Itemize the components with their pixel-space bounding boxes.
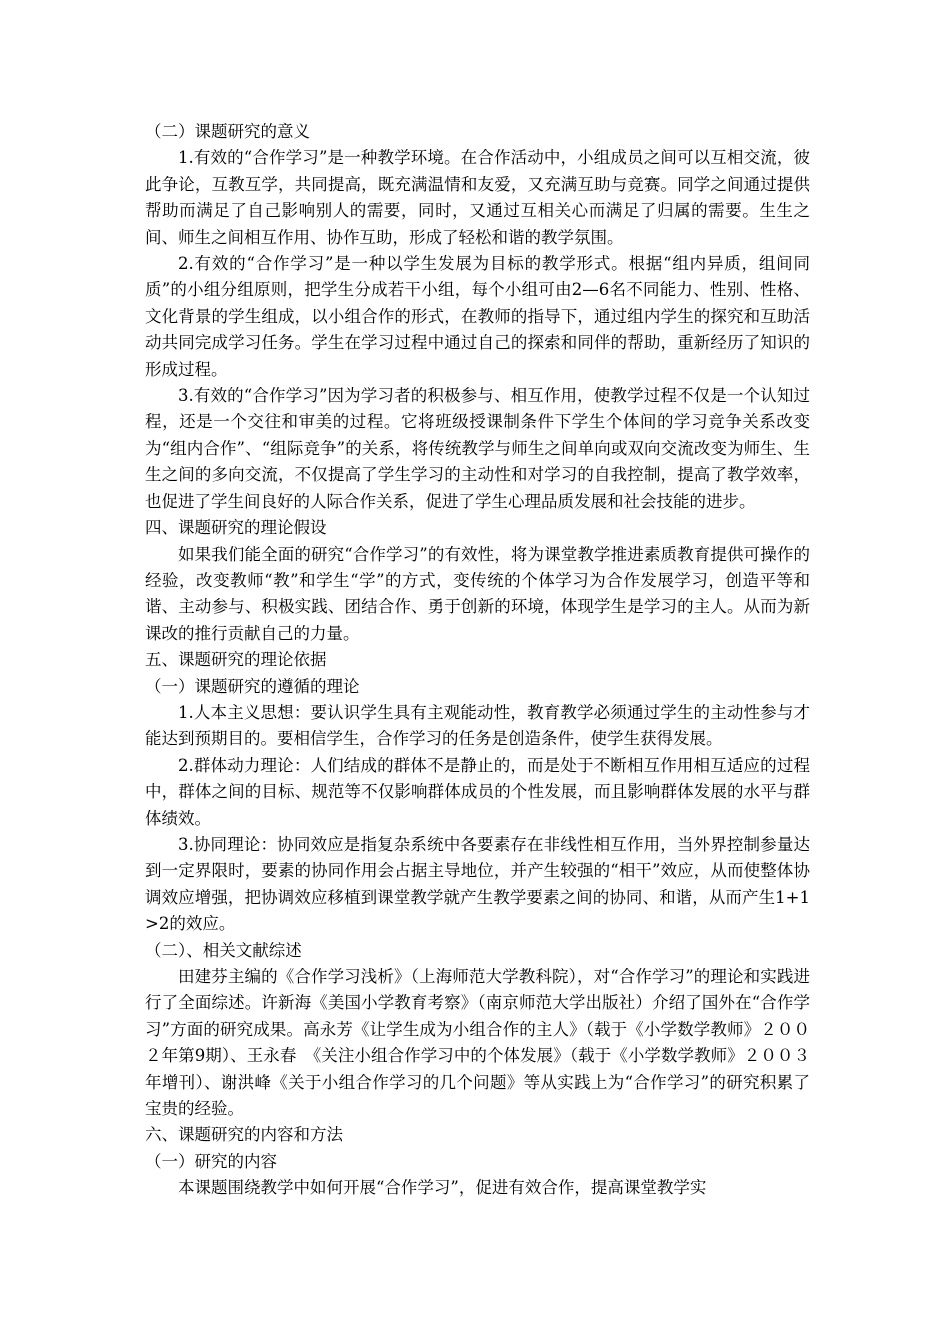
subsection-heading-research-content: （一）研究的内容 — [145, 1151, 277, 1171]
section-heading-significance: （二）课题研究的意义 — [145, 122, 310, 141]
paragraph-literature-review: 田建芬主编的《合作学习浅析》（上海师范大学教科院），对“合作学习”的理论和实践进行了全面综述。许新海《美国小学教育考察》（南京师范大学出版社）介绍了国外在“合作学习”方面的研究成果。高永芳《让学生成为小组合作的主人》（载于《小学数学教师》２００２年第9期）、王永春 《关注小组合作学习中的个体发展》（载于《小学数学教师》２００３年增刊）、谢洪峰《关于小组合作学习的几个问题》等从实践上为“合作学习”的研究积累了宝贵的经验。 — [145, 967, 810, 1119]
paragraph-theory-humanism: 1.人本主义思想：要认识学生具有主观能动性，教育教学必须通过学生的主动性参与才能达到预期目的。要相信学生，合作学习的任务是创造条件，使学生获得发展。 — [145, 702, 810, 749]
paragraph-research-content: 本课题围绕教学中如何开展“合作学习”，促进有效合作，提高课堂教学实 — [178, 1178, 707, 1198]
paragraph-significance-1: 1.有效的“合作学习”是一种教学环境。在合作活动中，小组成员之间可以互相交流，彼此争论，互教互学，共同提高，既充满温情和友爱，又充满互助与竞赛。同学之间通过提供帮助而满足了自己影响别人的需要，同时，又通过互相关心而满足了归属的需要。生生之间、师生之间相互作用、协作互助，形成了轻松和谐的教学氛围。 — [145, 148, 810, 247]
paragraph-significance-2: 2.有效的“合作学习”是一种以学生发展为目标的教学形式。根据“组内异质，组间同质”的小组分组原则，把学生分成若干小组，每个小组可由2—6名不同能力、性别、性格、文化背景的学生组成，以小组合作的形式，在教师的指导下，通过组内学生的探究和互助活动共同完成学习任务。学生在学习过程中通过自己的探索和同伴的帮助，重新经历了知识的形成过程。 — [145, 254, 810, 379]
paragraph-theory-group-dynamics: 2.群体动力理论：人们结成的群体不是静止的，而是处于不断相互作用相互适应的过程中，群体之间的目标、规范等不仅影响群体成员的个性发展，而且影响群体发展的水平与群体绩效。 — [145, 755, 810, 828]
paragraph-significance-3: 3.有效的“合作学习”因为学习者的积极参与、相互作用，使教学过程不仅是一个认知过程，还是一个交往和审美的过程。它将班级授课制条件下学生个体间的学习竞争关系改变为“组内合作”、“组际竞争”的关系，将传统教学与师生之间单向或双向交流改变为师生、生生之间的多向交流，不仅提高了学生学习的主动性和对学习的自我控制，提高了教学效率，也促进了学生间良好的人际合作关系，促进了学生心理品质发展和社会技能的进步。 — [145, 386, 810, 511]
subsection-heading-literature-review: （二）、相关文献综述 — [145, 940, 302, 960]
subsection-heading-theories: （一）课题研究的遵循的理论 — [145, 676, 360, 696]
section-heading-content-methods: 六、课题研究的内容和方法 — [145, 1125, 343, 1145]
paragraph-theory-synergetics: 3.协同理论：协同效应是指复杂系统中各要素存在非线性相互作用，当外界控制参量达到一定界限时，要素的协同作用会占据主导地位，并产生较强的“相干”效应，从而使整体协调效应增强，把协调效应移植到课堂教学就产生教学要素之间的协同、和谐，从而产生1+1>2的效应。 — [145, 834, 810, 934]
paragraph-hypothesis: 如果我们能全面的研究“合作学习”的有效性，将为课堂教学推进素质教育提供可操作的经验，改变教师“教”和学生“学”的方式，变传统的个体学习为合作发展学习，创造平等和谐、主动参与、积极实践、团结合作、勇于创新的环境，体现学生是学习的主人。从而为新课改的推行贡献自己的力量。 — [145, 544, 810, 643]
section-heading-theoretical-basis: 五、课题研究的理论依据 — [145, 650, 327, 670]
section-heading-hypothesis: 四、课题研究的理论假设 — [145, 518, 327, 538]
document-page — [145, 119, 810, 1202]
